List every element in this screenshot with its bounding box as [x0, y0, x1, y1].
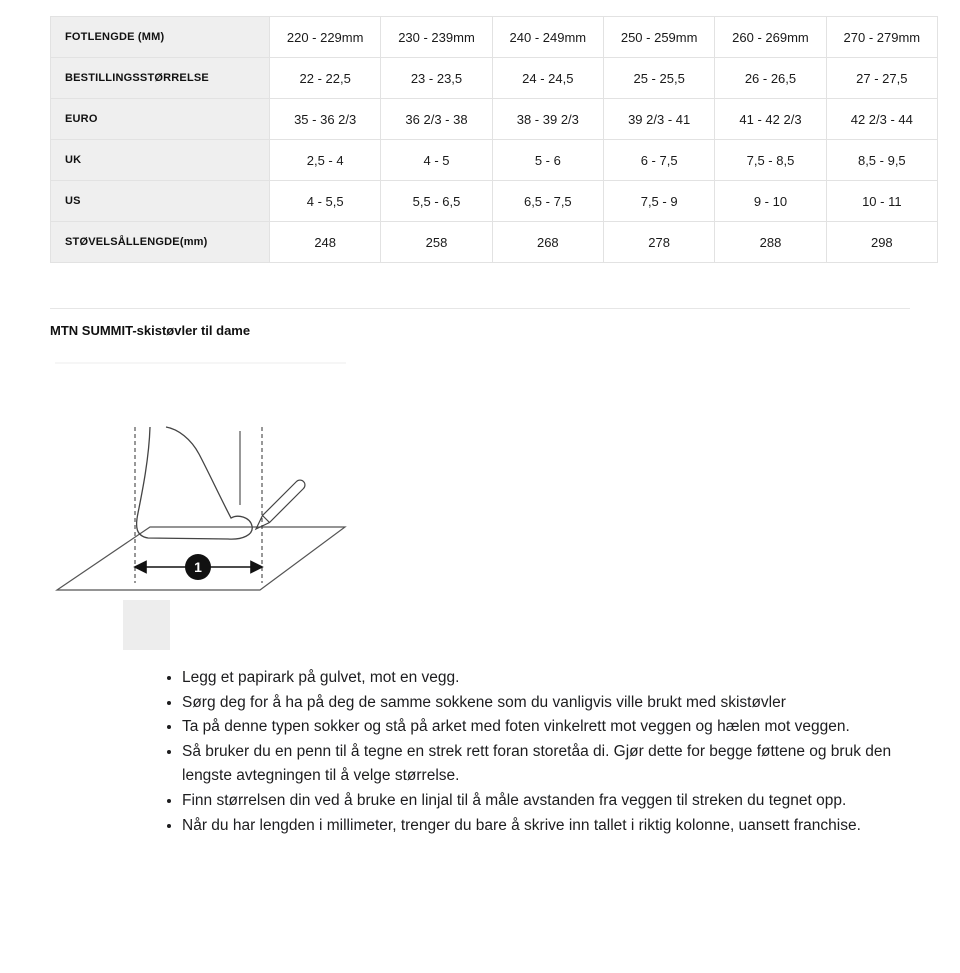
list-item: • Finn størrelsen din ved å bruke en linjal til å måle avstanden fra veggen til streken du tegnet opp.: [182, 789, 908, 814]
size-cell: 298: [826, 222, 937, 263]
size-cell: 7,5 - 9: [603, 181, 714, 222]
size-cell: 25 - 25,5: [603, 58, 714, 99]
size-cell: 288: [715, 222, 826, 263]
size-cell: 23 - 23,5: [381, 58, 492, 99]
size-cell: 41 - 42 2/3: [715, 99, 826, 140]
size-cell: 38 - 39 2/3: [492, 99, 603, 140]
table-row: [51, 99, 938, 140]
size-cell: 26 - 26,5: [715, 58, 826, 99]
size-cell: 258: [381, 222, 492, 263]
size-cell: 42 2/3 - 44: [826, 99, 937, 140]
foot-outline: [137, 427, 253, 539]
size-row-label: US: [51, 181, 270, 222]
size-cell: 270 - 279mm: [826, 17, 937, 58]
size-cell: 250 - 259mm: [603, 17, 714, 58]
size-cell: 5 - 6: [492, 140, 603, 181]
size-row-label: UK: [51, 140, 270, 181]
instructions-list: [160, 666, 908, 838]
size-table: [50, 16, 938, 263]
size-cell: 36 2/3 - 38: [381, 99, 492, 140]
pen-icon: [256, 480, 305, 529]
size-cell: 278: [603, 222, 714, 263]
size-cell: 230 - 239mm: [381, 17, 492, 58]
size-row-label: STØVELSÅLLENGDE(mm): [51, 222, 270, 263]
size-cell: 220 - 229mm: [270, 17, 381, 58]
list-item: • Når du har lengden i millimeter, trenger du bare å skrive inn tallet i riktig kolonne, uansett franchise.: [182, 814, 908, 839]
size-cell: 4 - 5: [381, 140, 492, 181]
foot-measurement-illustration: [50, 355, 350, 655]
section-heading: MTN SUMMIT-skistøvler til dame: [50, 323, 251, 338]
table-row: [51, 58, 938, 99]
size-row-label: BESTILLINGSSTØRRELSE: [51, 58, 270, 99]
section-divider: [50, 308, 910, 309]
size-cell: 6 - 7,5: [603, 140, 714, 181]
list-item: • Så bruker du en penn til å tegne en strek rett foran storetåa di. Gjør dette for begge føttene og bruk den lengste avtegningen til å velge størrelse.: [182, 740, 908, 789]
list-item: • Legg et papirark på gulvet, mot en vegg.: [182, 666, 908, 691]
list-item: • Ta på denne typen sokker og stå på arket med foten vinkelrett mot veggen og hælen mot veggen.: [182, 715, 908, 740]
size-cell: 248: [270, 222, 381, 263]
size-cell: 8,5 - 9,5: [826, 140, 937, 181]
size-row-label: FOTLENGDE (MM): [51, 17, 270, 58]
size-cell: 35 - 36 2/3: [270, 99, 381, 140]
size-cell: 5,5 - 6,5: [381, 181, 492, 222]
list-item: • Sørg deg for å ha på deg de samme sokkene som du vanligvis ville brukt med skistøvler: [182, 691, 908, 716]
image-fragment: [123, 600, 170, 650]
size-cell: 24 - 24,5: [492, 58, 603, 99]
table-row: [51, 222, 938, 263]
size-cell: 4 - 5,5: [270, 181, 381, 222]
step-number: 1: [194, 559, 202, 575]
size-cell: 27 - 27,5: [826, 58, 937, 99]
size-cell: 9 - 10: [715, 181, 826, 222]
size-cell: 7,5 - 8,5: [715, 140, 826, 181]
size-row-label: EURO: [51, 99, 270, 140]
size-cell: 260 - 269mm: [715, 17, 826, 58]
table-row: [51, 181, 938, 222]
size-cell: 2,5 - 4: [270, 140, 381, 181]
table-row: [51, 17, 938, 58]
size-cell: 10 - 11: [826, 181, 937, 222]
size-cell: 6,5 - 7,5: [492, 181, 603, 222]
table-row: [51, 140, 938, 181]
size-cell: 22 - 22,5: [270, 58, 381, 99]
size-cell: 39 2/3 - 41: [603, 99, 714, 140]
size-cell: 268: [492, 222, 603, 263]
size-cell: 240 - 249mm: [492, 17, 603, 58]
